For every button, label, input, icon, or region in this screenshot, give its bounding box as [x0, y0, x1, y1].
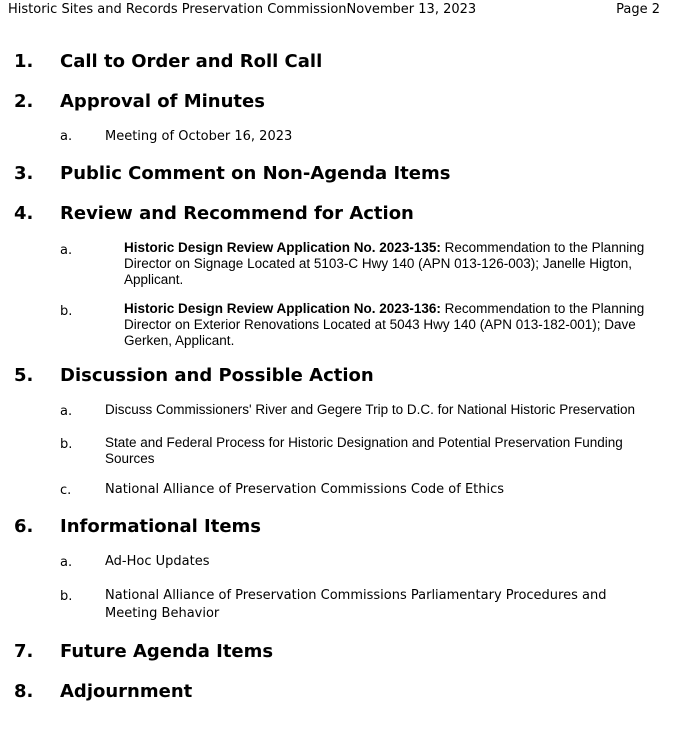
agenda-item-title: Informational Items	[60, 516, 262, 537]
sub-item-text: Discuss Commissioners' River and Gegere Trip to D.C. for National Historic Preservation	[105, 402, 636, 417]
sub-item-letter: a.	[60, 243, 73, 258]
agenda-item-title: Public Comment on Non-Agenda Items	[60, 163, 451, 184]
sub-item-text: National Alliance of Preservation Commissions Code of Ethics	[105, 482, 505, 497]
sub-item-letter: b.	[60, 589, 73, 604]
sub-item-text	[124, 240, 659, 288]
agenda-item-number: 4.	[14, 203, 34, 224]
sub-item-text	[124, 301, 659, 349]
agenda-item-number: 2.	[14, 91, 34, 112]
header-title: Historic Sites and Records Preservation CommissionNovember 13, 2023	[8, 2, 477, 17]
sub-item-letter: a.	[60, 404, 73, 419]
application-description: Recommendation to the Planning Director on Exterior Renovations Located at 5043 Hwy 140 (APN 013-182-001); Dave Gerken, Applicant.	[124, 301, 645, 348]
agenda-item-title: Approval of Minutes	[60, 91, 265, 112]
sub-item-letter: b.	[60, 437, 73, 452]
agenda-item-number: 6.	[14, 516, 34, 537]
agenda-item-number: 5.	[14, 365, 34, 386]
application-number: Historic Design Review Application No. 2023-136:	[124, 301, 441, 316]
sub-item-letter: a.	[60, 129, 73, 144]
sub-item-text: State and Federal Process for Historic Designation and Potential Preservation Funding Sources	[105, 435, 623, 466]
sub-item-text: Ad-Hoc Updates	[105, 554, 210, 569]
page-number: Page 2	[616, 2, 660, 17]
agenda-item-title: Call to Order and Roll Call	[60, 51, 323, 72]
agenda-item-title: Discussion and Possible Action	[60, 365, 374, 386]
sub-item-letter: c.	[60, 483, 72, 498]
application-description: Recommendation to the Planning Director on Signage Located at 5103-C Hwy 140 (APN 013-126-003); Janelle Higton, Applicant.	[124, 240, 645, 287]
sub-item-letter: b.	[60, 304, 73, 319]
sub-item-text: Meeting of October 16, 2023	[105, 129, 293, 144]
agenda-item-number: 8.	[14, 681, 34, 702]
application-number: Historic Design Review Application No. 2023-135:	[124, 240, 441, 255]
agenda-item-title: Review and Recommend for Action	[60, 203, 414, 224]
agenda-item-number: 1.	[14, 51, 34, 72]
agenda-item-number: 3.	[14, 163, 34, 184]
agenda-item-title: Future Agenda Items	[60, 641, 274, 662]
agenda-item-title: Adjournment	[60, 681, 193, 702]
agenda-item-number: 7.	[14, 641, 34, 662]
sub-item-text: National Alliance of Preservation Commissions Parliamentary Procedures and Meeting Behavior	[105, 588, 607, 621]
sub-item-letter: a.	[60, 555, 73, 570]
